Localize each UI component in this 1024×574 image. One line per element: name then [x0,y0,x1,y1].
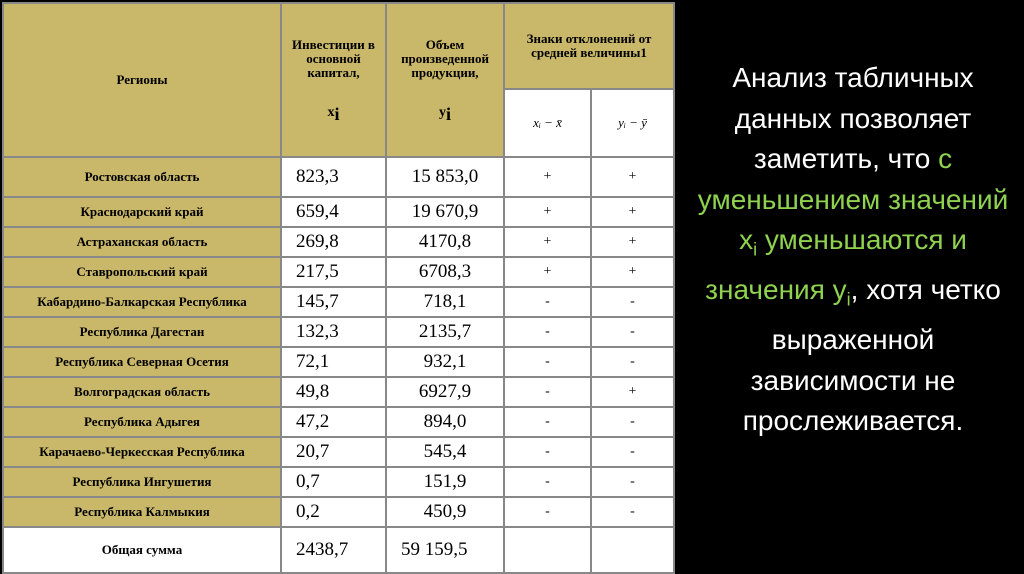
table-row [3,197,674,227]
region-cell: Ставропольский край [3,257,281,287]
output-cell: 15 853,0 [386,157,504,197]
region-cell: Республика Дагестан [3,317,281,347]
region-cell: Республика Адыгея [3,407,281,437]
region-cell: Астраханская область [3,227,281,257]
output-cell: 151,9 [386,467,504,497]
investment-cell: 0,7 [281,467,386,497]
investment-cell: 0,2 [281,497,386,527]
sign-y-cell: - [591,347,674,377]
output-cell: 450,9 [386,497,504,527]
header-regions: Регионы [3,3,281,157]
table-row [3,347,674,377]
total-investment: 2438,7 [281,527,386,573]
region-cell: Республика Ингушетия [3,467,281,497]
table-row [3,437,674,467]
sign-y-cell: + [591,257,674,287]
sign-x-cell: - [504,287,591,317]
table-row [3,497,674,527]
investment-cell: 72,1 [281,347,386,377]
sign-x-cell: + [504,257,591,287]
header-deviation-y: yᵢ − ȳ [591,89,674,157]
investment-cell: 269,8 [281,227,386,257]
region-cell: Республика Калмыкия [3,497,281,527]
sign-y-cell: + [591,197,674,227]
header-investments [281,3,386,157]
output-cell: 4170,8 [386,227,504,257]
sign-y-cell: - [591,467,674,497]
output-cell: 19 670,9 [386,197,504,227]
sign-y-cell: + [591,227,674,257]
output-cell: 718,1 [386,287,504,317]
region-cell: Карачаево-Черкесская Республика [3,437,281,467]
sign-x-cell: - [504,497,591,527]
investment-cell: 659,4 [281,197,386,227]
header-output [386,3,504,157]
investment-cell: 145,7 [281,287,386,317]
total-output: 59 159,5 [386,527,504,573]
region-cell: Республика Северная Осетия [3,347,281,377]
table-row [3,377,674,407]
sign-x-cell: + [504,227,591,257]
region-cell: Ростовская область [3,157,281,197]
investment-cell: 132,3 [281,317,386,347]
header-output-var: $y_i$ [438,103,451,124]
table-row [3,407,674,437]
investment-cell: 49,8 [281,377,386,407]
sign-y-cell: + [591,377,674,407]
sign-y-cell: - [591,497,674,527]
sign-x-cell: - [504,407,591,437]
sign-x-cell: - [504,437,591,467]
table-row [3,227,674,257]
analysis-text-highlight-2: уменьшаются и значения $y_i$ [705,224,967,310]
data-table [2,2,675,574]
output-cell: 545,4 [386,437,504,467]
table-row [3,317,674,347]
sign-x-cell: + [504,197,591,227]
header-investments-label: Инвестиции в основной капитал, [292,37,375,80]
table-row [3,467,674,497]
sign-y-cell: + [591,157,674,197]
region-cell: Кабардино-Балкарская Республика [3,287,281,317]
header-investments-var: $x_i$ [327,103,340,124]
output-cell: 894,0 [386,407,504,437]
sign-x-cell: + [504,157,591,197]
region-cell: Волгоградская область [3,377,281,407]
analysis-text-intro: Анализ табличных данных позволяет заметить, что [732,62,974,174]
table-row [3,287,674,317]
total-label: Общая сумма [3,527,281,573]
output-cell: 2135,7 [386,317,504,347]
sign-x-cell: - [504,377,591,407]
region-cell: Краснодарский край [3,197,281,227]
investment-cell: 217,5 [281,257,386,287]
analysis-text-conclusion: , хотя четко выраженной зависимости не прослеживается. [742,274,1001,437]
investment-cell: 823,3 [281,157,386,197]
total-sign-x [504,527,591,573]
output-cell: 6927,9 [386,377,504,407]
total-sign-y [591,527,674,573]
analysis-text-highlight-1: с уменьшением значений $x_i$ [697,143,1009,260]
header-output-label: Объем произведенной продукции, [401,37,489,80]
investment-cell: 20,7 [281,437,386,467]
header-signs: Знаки отклонений от средней величины1 [504,3,674,89]
sign-y-cell: - [591,437,674,467]
sign-x-cell: - [504,467,591,497]
sign-y-cell: - [591,287,674,317]
sign-y-cell: - [591,317,674,347]
sign-x-cell: - [504,347,591,377]
table-row [3,257,674,287]
table-row-total [3,527,674,573]
sign-x-cell: - [504,317,591,347]
analysis-text [690,58,1016,442]
output-cell: 6708,3 [386,257,504,287]
investment-cell: 47,2 [281,407,386,437]
output-cell: 932,1 [386,347,504,377]
sign-y-cell: - [591,407,674,437]
header-deviation-x: xᵢ − x̄ [504,89,591,157]
table-row [3,157,674,197]
